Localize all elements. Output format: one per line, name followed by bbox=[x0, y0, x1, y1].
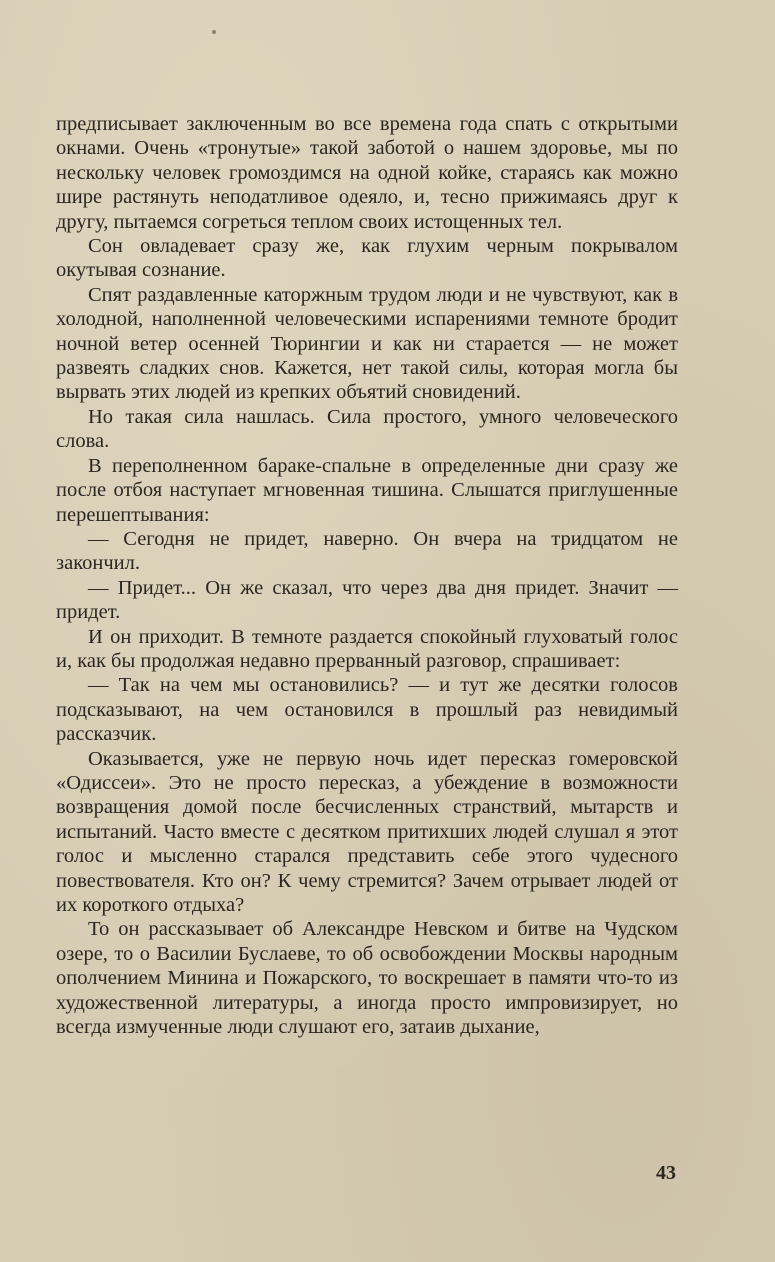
paragraph: И он приходит. В темноте раздается спокойный глуховатый голос и, как бы продолжая недавно прерванный разговор, спрашивает: bbox=[56, 625, 678, 672]
dialogue-line: — Так на чем мы остановились? — и тут же десятки голосов подсказывают, на чем остановился в прошлый раз невидимый рассказчик. bbox=[56, 674, 678, 746]
paragraph-continued: предписывает заключенным во все времена года спать с открытыми окнами. Очень «тронутые» такой заботой о нашем здоровье, мы по нескольку человек громоздимся на одной койке, стараясь как можно шире растянуть неподатливое одеяло, и, тесно прижимаясь друг к другу, пытаемся согреться теплом своих истощенных тел. bbox=[56, 113, 678, 233]
paragraph: То он рассказывает об Александре Невском и битве на Чудском озере, то о Василии Буслаеве, то об освобождении Москвы народным ополчением Минина и Пожарского, то воскрешает в памяти что-то из художественной литературы, а иногда просто импровизирует, но всегда измученные люди слушают его, затаив дыхание, bbox=[56, 918, 678, 1039]
body-text bbox=[56, 112, 678, 1039]
dialogue-line: — Сегодня не придет, наверно. Он вчера на тридцатом не закончил. bbox=[56, 527, 678, 575]
paragraph: Спят раздавленные каторжным трудом люди и не чувствуют, как в холодной, наполненной человеческими испарениями темноте бродит ночной ветер осенней Тюрингии и как ни старается — не может развеять сладких снов. Кажется, нет такой силы, которая могла бы вырвать этих людей из крепких объятий сновидений. bbox=[56, 283, 678, 404]
paragraph: Сон овладевает сразу же, как глухим черным покрывалом окутывая сознание. bbox=[56, 235, 678, 282]
paper-speck bbox=[212, 30, 216, 34]
dialogue-line: — Придет... Он же сказал, что через два дня придет. Значит — придет. bbox=[56, 576, 678, 624]
paragraph: Оказывается, уже не первую ночь идет пересказ гомеровской «Одиссеи». Это не просто пересказ, а убеждение в возможности возвращения домой после бесчисленных странствий, мытарств и испытаний. Часто вместе с десятком притихших людей слушал я этот голос и мысленно старался представить себе этого чудесного повествователя. Кто он? К чему стремится? Зачем отрывает людей от их короткого отдыха? bbox=[56, 747, 678, 916]
paragraph: В переполненном бараке-спальне в определенные дни сразу же после отбоя наступает мгновенная тишина. Слышатся приглушенные перешептывания: bbox=[56, 454, 678, 526]
page-number: 43 bbox=[656, 1162, 676, 1184]
paragraph: Но такая сила нашлась. Сила простого, умного человеческого слова. bbox=[56, 405, 678, 453]
